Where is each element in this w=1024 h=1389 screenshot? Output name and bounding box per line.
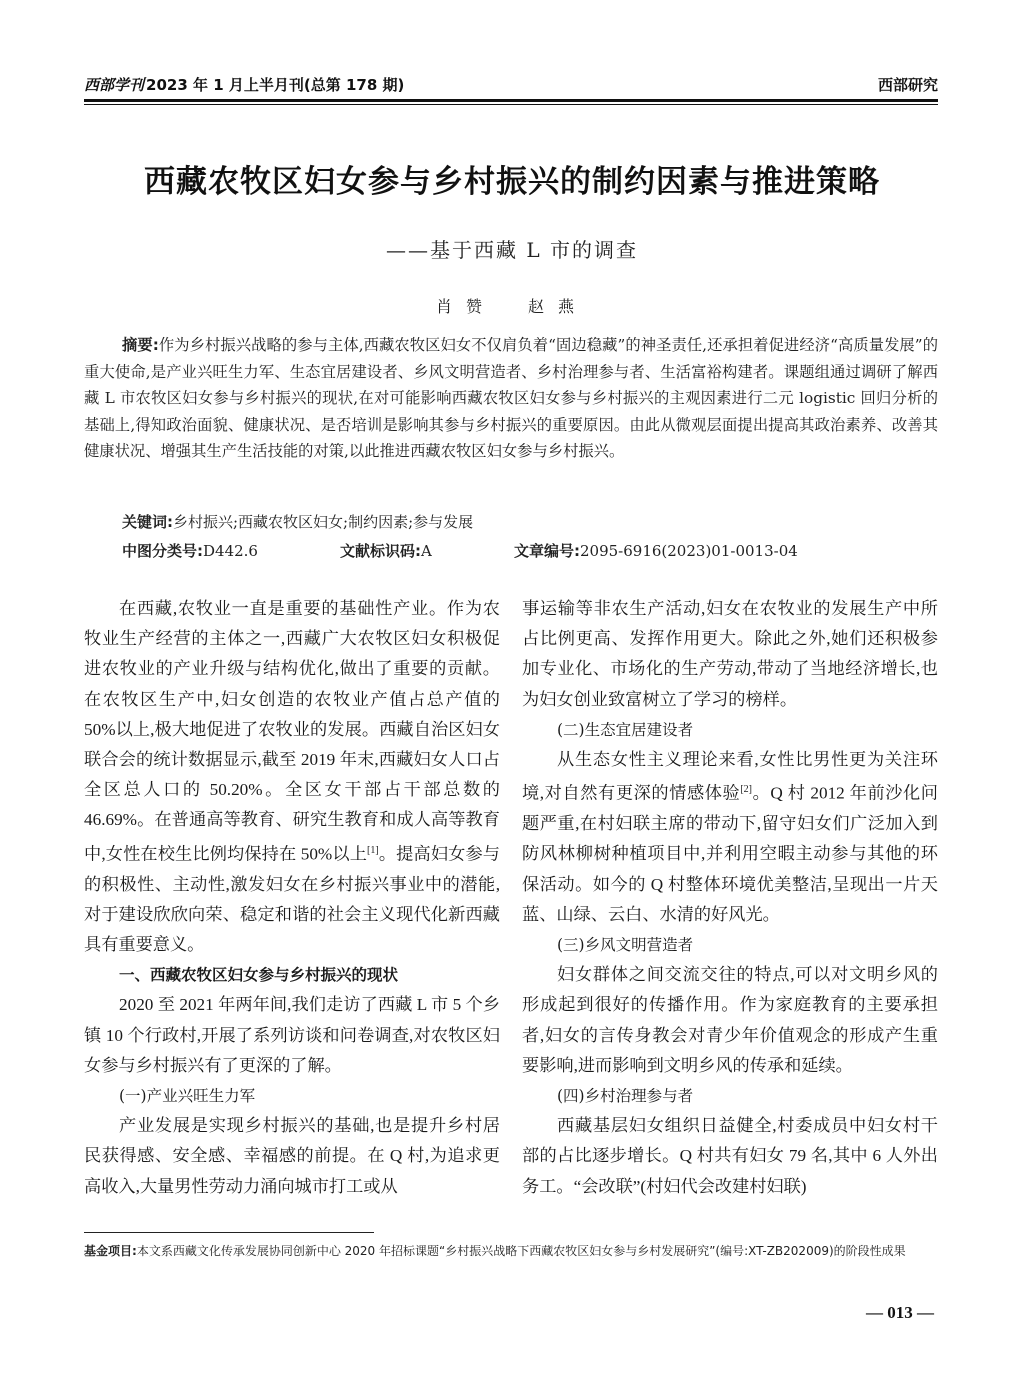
section-name: 西部研究: [877, 75, 938, 94]
subsection-heading: (一)产业兴旺生力军: [119, 1086, 256, 1105]
section-heading: 一、西藏农牧区妇女参与乡村振兴的现状: [119, 966, 399, 985]
classification-line: [122, 540, 798, 561]
clc-label: 中图分类号:: [122, 542, 203, 560]
keywords-line: [122, 511, 473, 532]
keywords-label: 关键词:: [122, 513, 173, 531]
paragraph: [84, 594, 500, 960]
paragraph: 西藏基层妇女组织日益健全,村委成员中妇女村干部的占比逐步增长。Q 村共有妇女 79 名,其中 6 人外出务工。“会改联”(村妇代会改建村妇联): [522, 1116, 938, 1196]
journal-issue: [84, 74, 404, 95]
article-code: [514, 540, 798, 561]
article-label: 文章编号:: [514, 542, 580, 560]
paragraph-text: 在西藏,农牧业一直是重要的基础性产业。作为农牧业生产经营的主体之一,西藏广大农牧区妇女积极促进农牧业的产业升级与结构优化,做出了重要的贡献。在农牧区生产中,妇女创造的农牧业产值占总产值的 50%以上,极大地促进了农牧业的发展。西藏自治区妇女联合会的统计数据显示,截至 2019 年末,西藏妇女人口占全区总人口的 50.20%。全区女干部占干部总数的 46.69%。在普通高等教育、研究生教育和成人高等教育中,女性在校生比例均保持在 50%以上: [84, 599, 500, 864]
citation-ref: [2]: [740, 784, 753, 796]
abstract-block: [84, 332, 938, 465]
body-column-left: [84, 594, 500, 1202]
paragraph: 2020 至 2021 年两年间,我们走访了西藏 L 市 5 个乡镇 10 个行政村,开展了系列访谈和问卷调查,对农牧区妇女参与乡村振兴有了更深的了解。: [84, 995, 500, 1075]
footnote-label: 基金项目:: [84, 1244, 137, 1258]
running-header: [84, 70, 938, 98]
abstract-text: 作为乡村振兴战略的参与主体,西藏农牧区妇女不仅肩负着“固边稳藏”的神圣责任,还承担着促进经济“高质量发展”的重大使命,是产业兴旺生力军、生态宜居建设者、乡风文明营造者、乡村治理参与者、生活富裕构建者。课题组通过调研了解西藏 L 市农牧区妇女参与乡村振兴的现状,在对可能影响西藏农牧区妇女参与乡村振兴的主观因素进行二元 logistic 回归分析的基础上,得知政治面貌、健康状况、是否培训是影响其参与乡村振兴的重要原因。由此从微观层面提出提高其政治素养、改善其健康状况、增强其生产生活技能的对策,以此推进西藏农牧区妇女参与乡村振兴。: [84, 336, 938, 461]
paragraph: [522, 745, 938, 930]
paragraph: 事运输等非农生产活动,妇女在农牧业的发展生产中所占比例更高、发挥作用更大。除此之外,她们还积极参加专业化、市场化的生产劳动,带动了当地经济增长,也为妇女创业致富树立了学习的榜样。: [522, 599, 938, 709]
body-column-right: [522, 594, 938, 1202]
article-subtitle: ——基于西藏 L 市的调查: [386, 238, 638, 262]
clc-value: D442.6: [203, 542, 258, 560]
page-number: — 013 —: [866, 1303, 934, 1322]
header-rule: [84, 99, 938, 102]
doc-value: A: [421, 542, 432, 560]
journal-logo: 西部学刊: [84, 75, 145, 94]
article-title: 西藏农牧区妇女参与乡村振兴的制约因素与推进策略: [144, 164, 880, 200]
paragraph: 妇女群体之间交流交往的特点,可以对文明乡风的形成起到很好的传播作用。作为家庭教育的主要承担者,妇女的言传身教会对青少年价值观念的形成产生重要影响,进而影响到文明乡风的传承和延续。: [522, 965, 938, 1075]
footnote: [84, 1240, 938, 1263]
keywords-text: 乡村振兴;西藏农牧区妇女;制约因素;参与发展: [173, 513, 474, 531]
paragraph-text: 从生态女性主义理论来看,女性比男性更为关注环境,对自然有更深的情感体验: [522, 750, 938, 803]
author-1: 肖赞: [435, 297, 496, 316]
author-list: [60, 294, 964, 317]
article-value: 2095-6916(2023)01-0013-04: [580, 542, 798, 560]
paragraph-text: 。提高妇女参与的积极性、主动性,激发妇女在乡村振兴事业中的潜能,对于建设欣欣向荣、稳定和谐的社会主义现代化新西藏具有重要意义。: [84, 844, 500, 954]
clc-code: [122, 540, 340, 561]
author-2: 赵燕: [528, 297, 589, 316]
subsection-heading: (四)乡村治理参与者: [557, 1086, 694, 1105]
header-rule-thin: [84, 104, 938, 105]
subsection-heading: (三)乡风文明营造者: [557, 935, 694, 954]
issue-info: 2023 年 1 月上半月刊(总第 178 期): [146, 75, 405, 94]
doc-label: 文献标识码:: [340, 542, 421, 560]
subsection-heading: (二)生态宜居建设者: [557, 720, 694, 739]
footnote-rule: [84, 1232, 374, 1233]
doc-code: [340, 540, 514, 561]
citation-ref: [1]: [367, 844, 379, 856]
footnote-text: 本文系西藏文化传承发展协同创新中心 2020 年招标课题“乡村振兴战略下西藏农牧区妇女参与乡村发展研究”(编号:XT-ZB202009)的阶段性成果: [136, 1244, 906, 1258]
paragraph: 产业发展是实现乡村振兴的基础,也是提升乡村居民获得感、安全感、幸福感的前提。在 Q 村,为追求更高收入,大量男性劳动力涌向城市打工或从: [84, 1116, 500, 1196]
abstract-label: 摘要:: [122, 336, 159, 354]
paragraph-text: 。Q 村 2012 年前沙化问题严重,在村妇联主席的带动下,留守妇女们广泛加入到防风林柳树种植项目中,并利用空暇主动参与其他的环保活动。如今的 Q 村整体环境优美整洁,呈现出一片天蓝、山绿、云白、水清的好风光。: [522, 783, 938, 924]
